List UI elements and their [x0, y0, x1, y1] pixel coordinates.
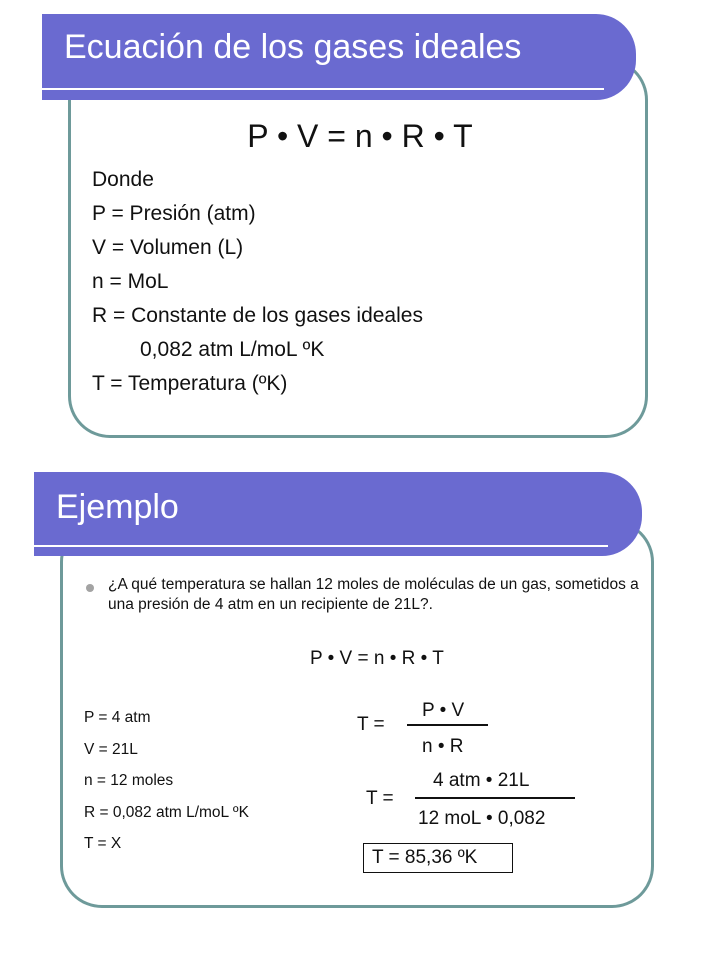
section2-banner-rule: [34, 545, 608, 547]
given-data-item: T = X: [84, 835, 122, 852]
fraction-line: [415, 797, 575, 799]
fraction-line: [407, 724, 488, 726]
example-formula: P • V = n • R • T: [310, 648, 444, 669]
definition-line: P = Presión (atm): [92, 202, 256, 225]
ideal-gas-formula: P • V = n • R • T: [247, 118, 473, 154]
given-data-list: [84, 708, 249, 866]
fraction-numerator: P • V: [422, 700, 465, 721]
section1-title: Ecuación de los gases ideales: [64, 28, 522, 66]
given-data-item: P = 4 atm: [84, 709, 151, 726]
given-data-item: n = 12 moles: [84, 772, 174, 789]
solution-lhs: T =: [357, 714, 385, 735]
solution-lhs: T =: [366, 788, 394, 809]
definitions-list: [92, 163, 423, 401]
section2-title: Ejemplo: [56, 488, 179, 526]
given-data-item: R = 0,082 atm L/moL ºK: [84, 803, 249, 821]
fraction-numerator: 4 atm • 21L: [433, 770, 530, 791]
fraction-denominator: 12 moL • 0,082: [418, 808, 546, 829]
definition-line: T = Temperatura (ºK): [92, 372, 288, 395]
fraction-denominator: n • R: [422, 736, 464, 757]
definition-line: 0,082 atm L/moL ºK: [140, 338, 325, 361]
example-question: ¿A qué temperatura se hallan 12 moles de moléculas de un gas, sometidos a una presión de 4 atm en un recipiente de 21L?.: [108, 576, 639, 613]
result-box: T = 85,36 ºK: [363, 843, 513, 873]
definition-line: n = MoL: [92, 270, 169, 293]
definition-line: V = Volumen (L): [92, 236, 244, 259]
section1-banner-rule: [42, 88, 604, 90]
definition-line: Donde: [92, 168, 154, 191]
given-data-item: V = 21L: [84, 740, 138, 758]
section1-banner: [42, 14, 636, 100]
definition-line: R = Constante de los gases ideales: [92, 304, 423, 327]
section2-banner: [34, 472, 642, 556]
bullet-icon: [86, 584, 94, 592]
